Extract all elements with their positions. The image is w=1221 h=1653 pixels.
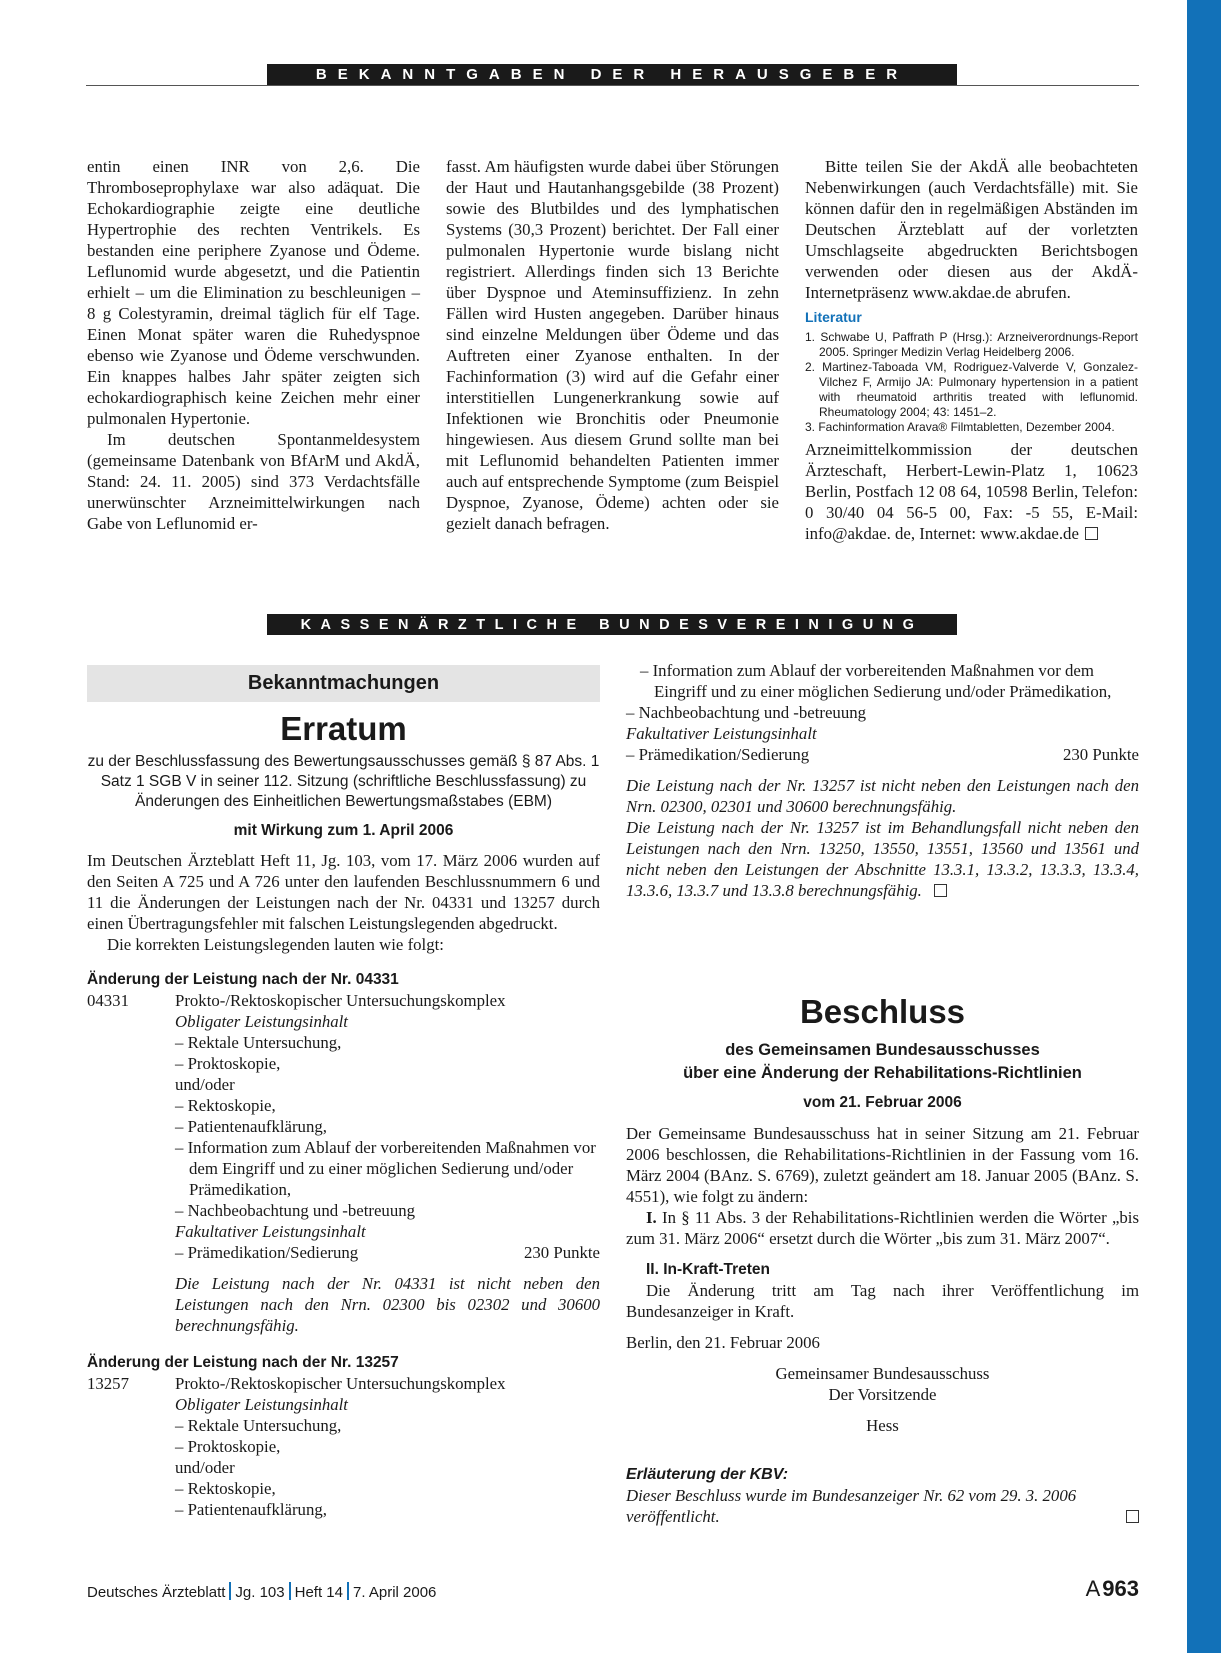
paragraph: fasst. Am häufigsten wurde dabei über Störungen der Haut und Hautanhangsgebilde (38 Prozent) sowie des Blutbildes und des lymphatischen Systems (30,3 Prozent) berichtet. Der Fall einer pulmonalen Hypertonie wurde bislang nicht registriert. Allerdings finden sich 13 Berichte über Dyspnoe und Ateminsuffizienz. In zehn Fällen wird Husten angegeben. Darüber hinaus sind einzelne Meldungen über Ödeme und das Auftreten einer Zyanose enthalten. In der Fachinformation (3) wird auf die Gefahr einer interstitiellen Lungenerkrankung sowie auf Infektionen wie Bronchitis oder Pneumonie hingewiesen. Aus diesem Grund sollte man bei mit Leflunomid behandelten Patienten immer auch auf entsprechende Symptome (zum Beispiel Dyspnoe, Zyanose, Ödeme) achten oder sie gezielt danach befragen. [446, 157, 779, 533]
page-prefix: A [1085, 1576, 1101, 1601]
separator [229, 1582, 231, 1600]
volume: Jg. 103 [235, 1584, 285, 1601]
footer [87, 1582, 436, 1601]
issue: Heft 14 [294, 1584, 343, 1601]
end-mark-icon [934, 884, 947, 897]
literature-item: 2. Martinez-Taboada VM, Rodriguez-Valverde V, Gonzalez-Vilchez F, Armijo JA: Pulmonary hypertension in a patient with rheumatoid arthritis treated with leflunomid. Rheumatology 2004; 43: 1451–2. [805, 360, 1138, 419]
side-color-stripe [1187, 0, 1221, 1653]
paragraph: Im deutschen Spontanmeldesystem (gemeinsame Datenbank von BfArM und AkdÄ, Stand: 24. 11. 2005) sind 373 Verdachtsfälle unerwünschter Arzneimittelwirkungen nach Gabe von Leflunomid er- [87, 430, 420, 533]
list-item: – Rektoskopie, [175, 1096, 276, 1115]
amendment-note [626, 817, 1139, 901]
page-number [1086, 1576, 1139, 1602]
erratum-effective-date: mit Wirkung zum 1. April 2006 [233, 822, 454, 839]
list-item: – Rektoskopie, [175, 1479, 276, 1498]
amendment-note: Die Leistung nach der Nr. 13257 ist nicht neben den Leistungen nach den Nrn. 02300, 02301 und 30600 berechnungsfähig. [626, 776, 1139, 816]
code-number: 13257 [87, 1374, 129, 1393]
erratum-title: Erratum [280, 710, 407, 747]
amendment-note-text: Die Leistung nach der Nr. 13257 ist im Behandlungsfall nicht neben den Leistungen nach den Nrn. 13250, 13550, 13551, 13560 und 13561 und nicht neben den Leistungen der Abschnitte 13.3.1, 13.3.2, 13.3.3, 13.3.4, 13.3.6, 13.3.7 und 13.3.8 berechnungsfähig. [626, 818, 1139, 900]
in-kraft-heading: II. In-Kraft-Treten [646, 1261, 771, 1278]
kbv-heading: Erläuterung der KBV: [626, 1466, 789, 1483]
place-date: Berlin, den 21. Februar 2006 [626, 1333, 820, 1352]
section-header-kbv: KASSENÄRZTLICHE BUNDESVEREINIGUNG [267, 614, 957, 635]
journal-name: Deutsches Ärzteblatt [87, 1584, 226, 1601]
points-value: 230 Punkte [524, 1243, 600, 1262]
points-label: – Prämedikation/Sedierung [175, 1243, 359, 1262]
amendment-title: Prokto-/Rektoskopischer Untersuchungskomplex [175, 991, 506, 1010]
beschluss-subtitle-1: des Gemeinsamen Bundesausschusses [725, 1041, 1040, 1059]
beschluss-date: vom 21. Februar 2006 [803, 1094, 962, 1111]
point-text: In § 11 Abs. 3 der Rehabilitations-Richtlinien werden die Wörter „bis zum 31. März 2006“ ersetzt durch die Wörter „bis zum 31. März 2007“. [626, 1208, 1139, 1248]
points-value: 230 Punkte [1063, 745, 1139, 764]
separator [347, 1582, 349, 1600]
obligatory-label: Obligater Leistungsinhalt [175, 1395, 348, 1414]
literature-heading: Literatur [805, 309, 862, 325]
signature-line-2: Der Vorsitzende [828, 1385, 937, 1404]
paragraph: Bitte teilen Sie der AkdÄ alle beobachteten Nebenwirkungen (auch Verdachtsfälle) mit. Sie können dafür den in regelmäßigen Abständen im Deutschen Ärzteblatt auf der vorletzten Umschlagseite abgedruckten Berichtsbogen verwenden oder diesen aus der AkdÄ-Internetpräsenz www.akdae.de abrufen. [805, 157, 1138, 302]
paragraph [626, 1207, 1139, 1249]
amendment-heading-04331: Änderung der Leistung nach der Nr. 04331 [87, 971, 399, 988]
list-item: – Information zum Ablauf der vorbereitenden Maßnahmen vor dem Eingriff und zu einer möglichen Sedierung und/oder Prämedikation, [175, 1138, 596, 1199]
list-item: und/oder [175, 1458, 235, 1477]
literature-item: 3. Fachinformation Arava® Filmtabletten, Dezember 2004. [805, 420, 1115, 434]
list-item: – Patientenaufklärung, [175, 1117, 327, 1136]
top-column-3 [805, 156, 1138, 544]
obligatory-label: Obligater Leistungsinhalt [175, 1012, 348, 1031]
list-item: – Nachbeobachtung und -betreuung [175, 1201, 415, 1220]
erratum-continuation [626, 660, 1139, 901]
points-label: – Prämedikation/Sedierung [626, 745, 810, 764]
literature-list [805, 330, 1138, 435]
page-number-value: 963 [1102, 1576, 1139, 1601]
bekanntmachungen-box: Bekanntmachungen [87, 665, 600, 702]
issue-date: 7. April 2006 [353, 1584, 437, 1601]
optional-label: Fakultativer Leistungsinhalt [175, 1222, 366, 1241]
list-item: – Nachbeobachtung und -betreuung [626, 703, 866, 722]
point-label: I. [646, 1208, 657, 1227]
amendment-content [175, 1373, 600, 1520]
erratum-subtitle: zu der Beschlussfassung des Bewertungsausschusses gemäß § 87 Abs. 1 Satz 1 SGB V in seiner 112. Sitzung (schriftliche Beschlussfassung) zu Änderungen des Einheitlichen Bewertungsmaßstabes (EBM) [87, 753, 600, 810]
header-rule [86, 85, 1139, 86]
separator [289, 1582, 291, 1600]
end-mark-icon [1126, 1510, 1139, 1523]
top-column-1 [87, 156, 420, 534]
signature-name: Hess [866, 1416, 899, 1435]
amendment-heading-13257: Änderung der Leistung nach der Nr. 13257 [87, 1354, 399, 1371]
beschluss-subtitle-2: über eine Änderung der Rehabilitations-Richtlinien [683, 1064, 1082, 1082]
code-number: 04331 [87, 991, 129, 1010]
beschluss-title: Beschluss [799, 993, 966, 1030]
signature-line-1: Gemeinsamer Bundesausschuss [775, 1364, 990, 1383]
paragraph: Die korrekten Leistungslegenden lauten wie folgt: [107, 935, 444, 954]
list-item: – Rektale Untersuchung, [175, 1033, 342, 1052]
list-item: und/oder [175, 1075, 235, 1094]
points-row [626, 744, 1139, 765]
kbv-text [626, 1485, 1139, 1527]
top-column-2 [446, 156, 779, 534]
amendment-13257 [87, 1373, 600, 1520]
erratum-body [87, 850, 600, 1520]
list-item: – Rektale Untersuchung, [175, 1416, 342, 1435]
paragraph: Im Deutschen Ärzteblatt Heft 11, Jg. 103, vom 17. März 2006 wurden auf den Seiten A 725 und A 726 unter den laufenden Beschlussnummern 6 und 11 die Änderungen der Leistungen nach der Nr. 04331 und 13257 durch einen Übertragungsfehler mit falschen Leistungslegenden abgedruckt. [87, 851, 600, 933]
beschluss-body [626, 1123, 1139, 1527]
amendment-04331 [87, 990, 600, 1336]
kbv-text-content: Dieser Beschluss wurde im Bundesanzeiger Nr. 62 vom 29. 3. 2006 veröffentlicht. [626, 1486, 1077, 1526]
list-item: – Information zum Ablauf der vorbereitenden Maßnahmen vor dem Eingriff und zu einer möglichen Sedierung und/oder Prämedikation, [640, 661, 1112, 701]
address-paragraph [805, 439, 1138, 544]
paragraph: Der Gemeinsame Bundesausschuss hat in seiner Sitzung am 21. Februar 2006 beschlossen, die Rehabilitations-Richtlinien in der Fassung vom 16. März 2004 (BAnz. S. 6769), zuletzt geändert am 18. Januar 2005 (BAnz. S. 4551), wie folgt zu ändern: [626, 1124, 1139, 1206]
amendment-note: Die Leistung nach der Nr. 04331 ist nicht neben den Leistungen nach den Nrn. 02300 bis 02302 und 30600 berechnungsfähig. [175, 1274, 600, 1335]
points-row [175, 1242, 600, 1263]
amendment-title: Prokto-/Rektoskopischer Untersuchungskomplex [175, 1374, 506, 1393]
optional-label: Fakultativer Leistungsinhalt [626, 724, 817, 743]
section-header-herausgeber: BEKANNTGABEN DER HERAUSGEBER [267, 64, 957, 85]
list-item: – Proktoskopie, [175, 1437, 281, 1456]
literature-item: 1. Schwabe U, Paffrath P (Hrsg.): Arzneiverordnungs-Report 2005. Springer Medizin Verlag Heidelberg 2006. [805, 330, 1138, 359]
list-item: – Patientenaufklärung, [175, 1500, 327, 1519]
paragraph: entin einen INR von 2,6. Die Thromboseprophylaxe war also adäquat. Die Echokardiographie zeigte eine deutliche Hypertrophie des rechten Ventrikels. Es bestanden eine periphere Zyanose und Ödeme. Leflunomid wurde abgesetzt, und die Patientin erhielt – um die Elimination zu beschleunigen – 8 g Colestyramin, dreimal täglich für elf Tage. Einen Monat später waren die Ruhedyspnoe ebenso wie Zyanose und Ödeme verschwunden. Ein knappes halbes Jahr später zeigten sich echokardiographisch keine Zeichen mehr einer pulmonalen Hypertonie. [87, 157, 420, 428]
end-mark-icon [1085, 527, 1098, 540]
amendment-content [175, 990, 600, 1336]
list-item: – Proktoskopie, [175, 1054, 281, 1073]
paragraph: Die Änderung tritt am Tag nach ihrer Veröffentlichung im Bundesanzeiger in Kraft. [626, 1281, 1139, 1321]
address-text: Arzneimittelkommission der deutschen Ärzteschaft, Herbert-Lewin-Platz 1, 10623 Berlin, Postfach 12 08 64, 10598 Berlin, Telefon: 0 30/40 04 56-5 00, Fax: -5 55, E-Mail: info@akdae. de, Internet: www.akdae.de [805, 440, 1138, 543]
